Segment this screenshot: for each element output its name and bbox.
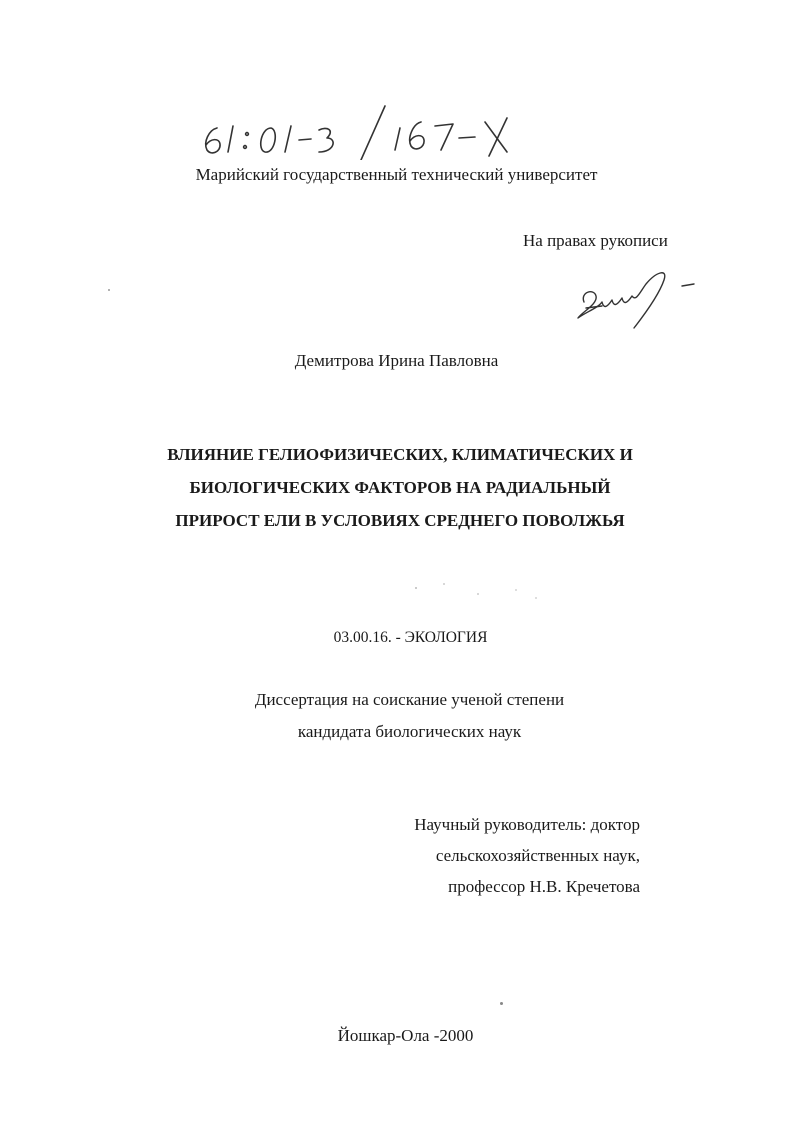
- degree-line: кандидата биологических наук: [297, 722, 522, 741]
- supervisor-line: профессор Н.В. Кречетова: [448, 877, 640, 896]
- university-name: Марийский государственный технический университет: [195, 165, 598, 184]
- specialty-code: 03.00.16. - ЭКОЛОГИЯ: [333, 629, 488, 646]
- supervisor-line: Научный руководитель: доктор: [414, 815, 640, 834]
- supervisor-line: сельскохозяйственных наук,: [435, 846, 640, 865]
- dissertation-degree: [0, 684, 793, 748]
- title-line: ВЛИЯНИЕ ГЕЛИОФИЗИЧЕСКИХ, КЛИМАТИЧЕСКИХ И: [167, 445, 633, 464]
- degree-line: Диссертация на соискание ученой степени: [254, 690, 565, 709]
- signature: [572, 262, 702, 334]
- rights-notice: На правах рукописи: [523, 231, 668, 250]
- title-line: ПРИРОСТ ЕЛИ В УСЛОВИЯХ СРЕДНЕГО ПОВОЛЖЬЯ: [175, 511, 625, 530]
- handwritten-archive-code: [195, 100, 535, 160]
- scan-speck: [108, 289, 110, 291]
- dissertation-title: [80, 438, 720, 537]
- scan-speck: [500, 1002, 503, 1005]
- title-line: БИОЛОГИЧЕСКИХ ФАКТОРОВ НА РАДИАЛЬНЫЙ: [189, 478, 611, 497]
- author-name: Демитрова Ирина Павловна: [294, 351, 499, 370]
- scan-artifacts: [405, 575, 555, 605]
- city-year: Йошкар-Ола -2000: [337, 1026, 474, 1045]
- scientific-supervisor: [380, 809, 640, 902]
